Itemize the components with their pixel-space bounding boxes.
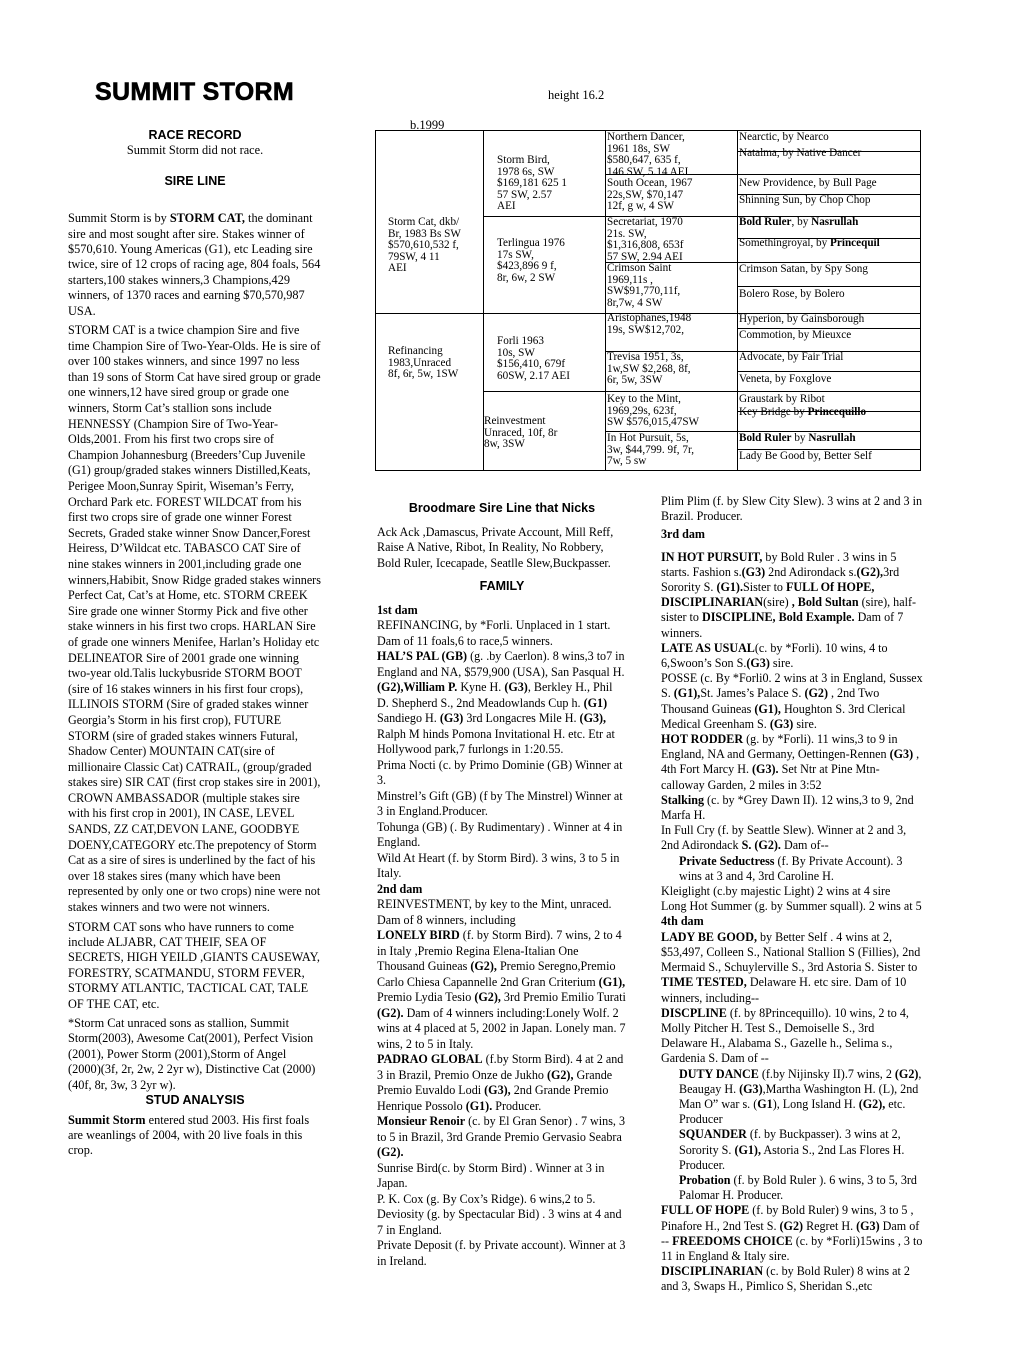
pedigree-h3: New Providence, by Bull Page: [739, 177, 877, 189]
stud-analysis-text: Summit Storm entered stud 2003. His first foals are weanlings of 2004, with 20 live foals in this crop.: [68, 1112, 310, 1158]
sire-line-paragraph-2: STORM CAT is a twice champion Sire and five time Champion Sire of Two-Year-Olds. He is sire of over 100 stakes winners, and since 1997 no less than 19 sons of Storm Cat have sired group or grade one winners,12 have sired group or grade one winners, Storm Cat’s stallion sons include HENNESSY (Champion Sire of Two-Year-Olds,2001. From his first two crops sire of Champion Johannesburg (Breeders’Cup Juvenile (G1) group/graded stakes winners Distilled,Keats, Perigee Moon,Sunray Spirit, Wiseman’s Ferry, Orchard Park etc. FOREST WILDCAT from his first two crops sire of grade one winner Forest Secrets, Graded stake winner Snow Dancer,Forest Heiress, D’Wildcat etc. TABASCO CAT Sire of nine stakes winners in 2001,including grade one winners,Habibit, Snow Ridge graded stakes winners Perfect Cat, Cat’s at Home, etc. STORM CREEK Sire grade one winner Stormy Pick and five other stake winners in his first two crops. HARLAN Sire of grade one winners Menifee, Harlan’s Holiday etc DELINEATOR Sire of 2001 grade one winning two-year old.Talis luckybusride STORM BOOT (sire of 16 stakes winners in his first four crops), ILLINOIS STORM (Sire of graded stakes winner Georgia’s Storm in his first crop), FUTURE STORM (sire of graded stakes winners Futural, Shadow Center) MOUNTAIN CAT(sire of millionaire Classic Cat) CATRAIL, (group/graded stakes sire) SIR CAT (first crop stakes sire in 2001), CROWN AMBASSADOR (multiple stakes sire with his first crop in 2001), IN CASE, LEVEL SANDS, ZZ CAT,DEVON LANE, GOODBYE DOENY,CATEGORY etc.The prepotency of Storm Cat as a sire of sires is underlined by the fact of his over 18 stakes sires (many which have been represented by only one or two crops) nine were not stakes winners and two were not winners.: [68, 323, 321, 915]
deviosity-entry: Deviosity (g. by Spectacular Bid) . 3 wins at 4 and 7 in England.: [377, 1207, 622, 1237]
pedigree-h4: Shinning Sun, by Chop Chop: [739, 194, 871, 206]
pedigree-dam-sire: Forli 1963 10s, SW $156,410, 679f 60SW, 2.17 AEI: [497, 335, 570, 382]
pedigree-h10: Commotion, by Mieuxce: [739, 329, 852, 341]
sunrise-bird-entry: Sunrise Bird(c. by Storm Bird) . Winner at 3 in Japan.: [377, 1160, 605, 1190]
right-column: [661, 494, 923, 1295]
pedigree-g3: Secretariat, 1970 21s. SW, $1,316,808, 653f 57 SW, 2.94 AEI: [607, 216, 684, 263]
pedigree-h6: Somethingroyal, by Princequil: [739, 237, 880, 249]
stalking-entry: Stalking (c. by *Grey Dawn II). 12 wins,3 to 9, 2nd Marfa H.: [661, 792, 914, 823]
probation-entry: Probation (f. by Bold Ruler ). 6 wins, 3 to 5, 3rd Palomar H. Producer.: [679, 1172, 917, 1203]
long-hot-summer-entry: Long Hot Summer (g. by Summer squall). 2 wins at 5: [661, 899, 922, 914]
third-dam-label: 3rd dam: [661, 527, 706, 542]
pedigree-table: [375, 130, 921, 471]
pedigree-h5: Bold Ruler, by Nasrullah: [739, 216, 859, 228]
private-seductress-entry: Private Seductress (f. By Private Account). 3 wins at 3 and 4, 3rd Caroline H.: [679, 853, 903, 883]
wild-at-heart-entry: Wild At Heart (f. by Storm Bird). 3 wins, 3 to 5 in Italy.: [377, 850, 620, 880]
sire-line-heading: SIRE LINE: [164, 173, 226, 188]
race-record-heading: RACE RECORD: [148, 128, 242, 142]
lady-be-good-entry: LADY BE GOOD, by Better Self . 4 wins at 2, $53,497, Colleen S., National Stallion S (Fillies), 2nd Mermaid S., Schuylerville S., 3rd Astoria S. Sister to TIME TESTED, Delaware H. etc sire. Dam of 10 winners, including--: [661, 929, 921, 1005]
squander-entry: SQUANDER (f. by Buckpasser). 3 wins at 2, Sorority S. (G1), Astoria S., 2nd Las Flores H. Producer.: [679, 1127, 905, 1172]
tohunga-entry: Tohunga (GB) (. By Rudimentary) . Winner at 4 in England.: [377, 819, 623, 849]
pedigree-h8: Bolero Rose, by Bolero: [739, 288, 845, 300]
birth-year: b.1999: [410, 118, 445, 132]
pedigree-g7: Key to the Mint, 1969,29s, 623f, SW $576,015,47SW: [607, 393, 700, 429]
fourth-dam-label: 4th dam: [661, 914, 704, 929]
pedigree-h11: Advocate, by Fair Trial: [739, 351, 844, 363]
pedigree-h15: Bold Ruler by Nasrullah: [739, 432, 856, 444]
in-full-cry-entry: In Full Cry (f. by Seattle Slew). Winner at 2 and 3, 2nd Adirondack S. (G2). Dam of--: [661, 823, 907, 853]
padrao-global-entry: PADRAO GLOBAL (f.by Storm Bird). 4 at 2 and 3 in Brazil, Premio Onze de Jukho (G2), Grande Premio Euvaldo Lodi (G3), 2nd Grande Premio Henrique Possolo (G1). Producer.: [377, 1052, 624, 1113]
private-deposit-entry: Private Deposit (f. by Private account). Winner at 3 in Ireland.: [377, 1238, 626, 1268]
plim-plim-entry: Plim Plim (f. by Slew City Slew). 3 wins at 2 and 3 in Brazil. Producer.: [661, 494, 923, 524]
pedigree-g6: Trevisa 1951, 3s, 1w,SW $2,268, 8f, 6r, 5w, 3SW: [607, 351, 691, 387]
lonely-bird-entry: LONELY BIRD (f. by Storm Bird). 7 wins, 2 to 4 in Italy ,Premio Regina Elena-Italian One Thousand Guineas (G2), Premio Seregno,Premio Carlo Chiesa Capannelle 2nd Gran Criterium (G1), Premio Lydia Tesio (G2), 3rd Premio Emilio Turati (G2). Dam of 4 winners including:Lonely Wolf. 2 wins at 4 placed at 5, 2002 in Japan. Lonely man. 7 wins, 2 to 5 in Italy.: [377, 928, 626, 1051]
pk-cox-entry: P. K. Cox (g. By Cox’s Ridge). 6 wins,2 to 5.: [377, 1191, 596, 1206]
pedigree-h16: Lady Be Good by, Better Self: [739, 450, 872, 462]
pedigree-g4: Crimson Saint 1969,11s , SW$91,770,11f, 8r,7w, 4 SW: [607, 262, 681, 309]
pedigree-h7: Crimson Satan, by Spy Song: [739, 263, 868, 275]
pedigree-h9: Hyperion, by Gainsborough: [739, 313, 865, 325]
height-label: height 16.2: [548, 88, 605, 102]
middle-column: [377, 501, 627, 1269]
pedigree-sire-dam: Terlingua 1976 17s SW, $423,896 9 f, 8r, 6w, 2 SW: [497, 237, 565, 284]
hot-rodder-entry: HOT RODDER (g. by *Forli). 11 wins,3 to 9 in England, NA and Germany, Oettingen-Rennen (G3) , 4th Fort Marcy H. (G3). Set Ntr at Pine Mtn-calloway Garden, 2 miles in 3:52: [661, 732, 920, 792]
sire-line-paragraph-3: STORM CAT sons who have runners to come include ALJABR, CAT THEIF, SEA OF SECRETS, HIGH YEILD ,GIANTS CAUSEWAY, FORESTRY, SCATMANDU, STORM FEVER, STORMY ATLANTIC, TACTICAL CAT, TALE OF THE CAT, etc.: [68, 919, 320, 1011]
first-dam-label: 1st dam: [377, 602, 418, 617]
sire-line-paragraph-1: Summit Storm is by STORM CAT, the dominant sire and most sought after sire. Stakes winner of $570,610. Young Americas (G1), etc Leading sire twice, sire of 12 crops of racing age, 804 foals, 564 starters,100 stakes winners,3 Champions,429 winners, of 1370 races and earning $70,570,987 USA.: [68, 211, 321, 318]
full-of-hope-entry: FULL OF HOPE (f. by Bold Ruler) 9 wins, 3 to 5 , Pinafore H., 2nd Test S. (G2) Regret H. (G3) Dam of -- FREEDOMS CHOICE (c. by *Forli)15wins , 3 to 11 in England & Italy sire.: [661, 1203, 923, 1263]
race-record-text: Summit Storm did not race.: [126, 143, 264, 158]
duty-dance-entry: DUTY DANCE (f.by Nijinsky II).7 wins, 2 (G2), Beaugay H. (G3),Martha Washington H. (L), 2nd Man O” war s. (G1), Long Island H. (G2), etc. Producer: [679, 1066, 922, 1127]
prima-nocti-entry: Prima Nocti (c. by Primo Dominie (GB) Winner at 3.: [377, 757, 623, 787]
pedigree-g8: In Hot Pursuit, 5s, 3w, $44,799. 9f, 7r, 7w, 5 sw: [607, 432, 695, 468]
pedigree-h14: Key Bridge by Princequillo: [739, 406, 867, 418]
monsieur-renoir-entry: Monsieur Renoir (c. by El Gran Senor) . 7 wins, 3 to 5 in Brazil, 3rd Grande Premio Gervasio Seabra (G2).: [377, 1114, 626, 1159]
discpline-entry: DISCPLINE (f. by 8Princequillo). 10 wins, 2 to 4, Molly Pitcher H. Test S., Demoiselle S., 3rd Delaware H., Alabama S., Gazelle h., Selima s., Gardenia S. Dam of --: [661, 1005, 909, 1066]
hals-pal-entry: HAL’S PAL (GB) (g. .by Caerlon). 8 wins,3 to7 in England and NA, $579,900 (USA), San Pasqual H. (G2),William P. Kyne H. (G3), Berkley H., Phil D. Shepherd S., 2nd Meadowlands Cup h. (G1) Sandiego H. (G3) 3rd Longacres Mile H. (G3), Ralph M hinds Pomona Invitational H. etc. Etr at Hollywood park,7 furlongs in 1:20.55.: [377, 649, 625, 756]
kleiglight-entry: Kleiglight (c.by majestic Light) 2 wins at 4 sire: [661, 884, 891, 899]
first-dam-text: REFINANCING, by *Forli. Unplaced in 1 start. Dam of 11 foals,6 to race,5 winners.: [377, 618, 611, 648]
in-hot-pursuit-entry: IN HOT PURSUIT, by Bold Ruler . 3 wins in 5 starts. Fashion s.(G3) 2nd Adirondack s.(G2),3rd Sorority S. (G1).Sister to FULL Of HOPE, DISCIPLINARIAN(sire) , Bold Sultan (sire), half-sister to DISCIPLINE, Bold Example. Dam of 7 winners.: [661, 549, 917, 640]
pedigree-h13: Graustark by Ribot: [739, 393, 825, 405]
late-as-usual-entry: LATE AS USUAL(c. by *Forli). 10 wins, 4 to 6,Swoon’s Son S.(G3) sire.: [661, 640, 888, 671]
second-dam-label: 2nd dam: [377, 881, 423, 896]
stud-analysis-heading: STUD ANALYSIS: [145, 1093, 245, 1108]
pedigree-h1: Nearctic, by Nearco: [739, 131, 829, 143]
pedigree-dam: Refinancing 1983,Unraced 8f, 6r, 5w, 1SW: [388, 345, 459, 381]
broodmare-text: Ack Ack ,Damascus, Private Account, Mill Reff, Raise A Native, Ribot, In Reality, No Robbery, Bold Ruler, Icecapade, Seatlle Slew,Buckpasser.: [377, 524, 614, 570]
posse-entry: POSSE (c. By *Forli0. 2 wins at 3 in England, Sussex S. (G1),St. James’s Palace S. (G2) , 2nd Two Thousand Guineas (G1), Houghton S. 3rd Clerical Medical Greenham S. (G3) sire.: [661, 671, 923, 731]
sire-line-paragraph-4: *Storm Cat unraced sons as stallion, Summit Storm(2003), Awesome Cat(2001), Perfect Vision (2001), Power Storm (2001),Storm of Angel (2000)(3f, 2r, 2w, 2 2yr w), Distinctive Cat (2000)(40f, 8r, 3w, 3 2yr w).: [68, 1016, 316, 1092]
disciplinarian-entry: DISCIPLINARIAN (c. by Bold Ruler) 8 wins at 2 and 3, Swaps H., Pimlico S, Sheridan S.,etc: [661, 1264, 910, 1294]
pedigree-sire: Storm Cat, dkb/ Br, 1983 Bs SW $570,610,532 f, 79SW, 4 11 AEI: [388, 216, 461, 275]
pedigree-h12: Veneta, by Foxglove: [739, 373, 832, 385]
pedigree-g5: Aristophanes,1948 19s, SW$12,702,: [607, 312, 692, 336]
pedigree-g1: Northern Dancer, 1961 18s, SW $580,647, 635 f, 146 SW, 5.14 AEI: [607, 131, 689, 178]
horse-name-title: SUMMIT STORM: [95, 78, 294, 106]
pedigree-g2: South Ocean, 1967 22s,SW, $70,147 12f, g w, 4 SW: [607, 177, 693, 213]
pedigree-h2: Natalma, by Native Dancer: [739, 147, 862, 159]
broodmare-heading: Broodmare Sire Line that Nicks: [408, 501, 596, 515]
pedigree-dam-dam: Reinvestment Unraced, 10f, 8r 8w, 3SW: [484, 415, 558, 451]
family-heading: FAMILY: [479, 579, 525, 593]
left-column: [68, 128, 322, 1159]
pedigree-sire-sire: Storm Bird, 1978 6s, SW $169,181 625 1 57 SW, 2.57 AEI: [497, 154, 567, 213]
second-dam-text: REINVESTMENT, by key to the Mint, unraced. Dam of 8 winners, including: [377, 897, 612, 927]
minstrels-gift-entry: Minstrel’s Gift (GB) (f by The Minstrel) Winner at 3 in England.Producer.: [377, 788, 623, 818]
